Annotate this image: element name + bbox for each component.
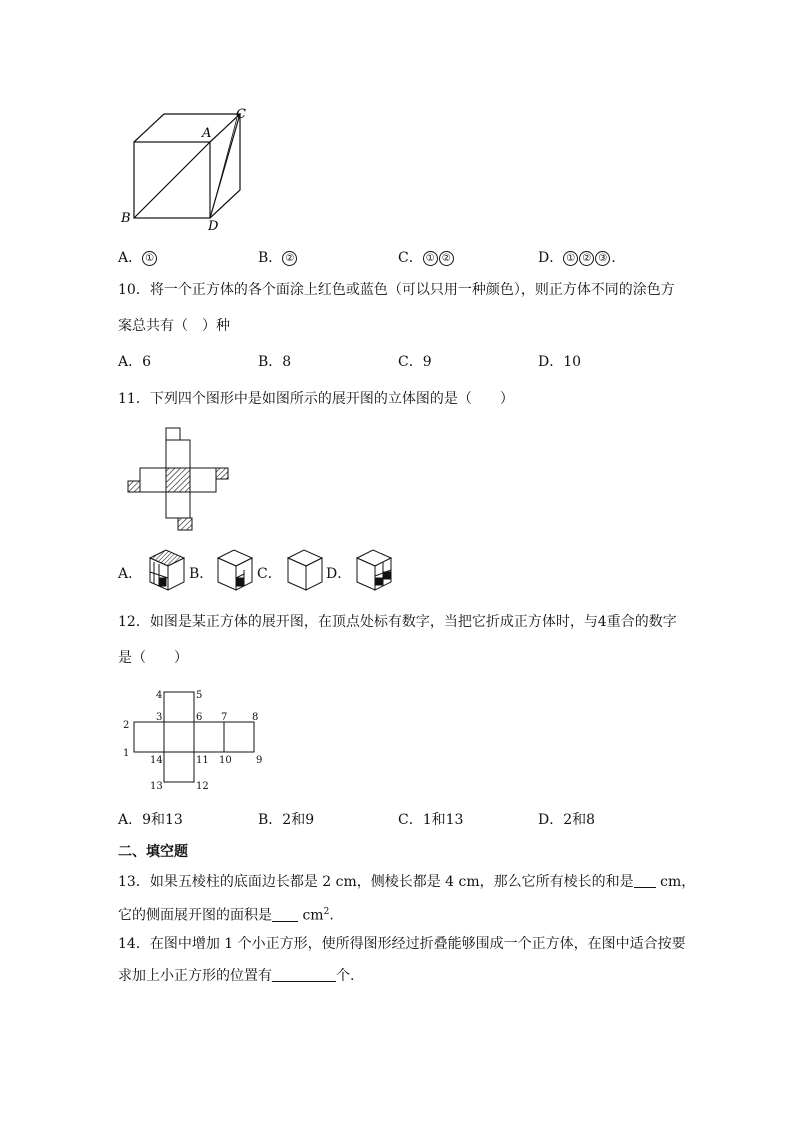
net-label-2: 2	[123, 720, 130, 731]
net-label-13: 13	[150, 781, 163, 792]
q14-line2	[118, 966, 354, 986]
q11-option-d-label: D．	[326, 566, 352, 582]
q9-option-d-circle-2: ②	[579, 251, 594, 266]
q12-text-line2: 是（ ）	[118, 650, 188, 666]
net-label-3: 3	[156, 712, 163, 723]
q10-text-line2: 案总共有（ ）种	[118, 318, 230, 334]
q12-net-figure	[118, 686, 268, 796]
q9-option-b	[258, 248, 298, 268]
q9-option-a	[118, 248, 158, 268]
q9-option-d-letter: D．	[538, 250, 564, 266]
q13-unit-superscript: 2	[323, 907, 330, 917]
q10-option-c: C．9	[398, 354, 432, 370]
q12-option-c: C．1和13	[398, 812, 464, 828]
net-label-12: 12	[196, 781, 209, 792]
net-label-9: 9	[256, 755, 263, 766]
q11-option-b-label: B．	[189, 566, 214, 582]
q14-line1: 14．在图中增加 1 个小正方形，使所得图形经过折叠能够围成一个正方体，在图中适合按要	[118, 936, 686, 952]
net-label-14: 14	[150, 755, 163, 766]
q11-option-c-cube	[284, 548, 326, 592]
q13-line2-text: 它的侧面展开图的面积是	[118, 907, 272, 924]
net-label-11: 11	[196, 755, 209, 766]
net-label-4: 4	[156, 690, 163, 701]
net-label-1: 1	[123, 748, 130, 759]
cube-figure	[118, 104, 258, 232]
q12-option-d: D．2和8	[538, 812, 596, 828]
q13-line1	[118, 872, 695, 892]
q13-line1-unit: cm，	[655, 874, 696, 890]
q12-text-line1: 12．如图是某正方体的展开图，在顶点处标有数字，当把它折成正方体时，与4重合的数字	[118, 614, 677, 630]
q10-option-b: B．8	[258, 354, 292, 370]
q9-option-c-circle-2: ②	[439, 251, 454, 266]
q9-option-a-letter: A．	[118, 250, 143, 266]
cube-label-b: B	[121, 211, 131, 226]
q13-line2-period: .	[329, 907, 334, 924]
cube-label-a: A	[202, 126, 212, 141]
q12-option-a: A．9和13	[118, 812, 183, 828]
q9-option-c-letter: C．	[398, 250, 423, 266]
q14-line2-text: 求加上小正方形的位置有	[118, 968, 272, 984]
q9-option-d-circle-3: ③	[595, 251, 610, 266]
net-label-6: 6	[196, 712, 203, 723]
q13-line2	[118, 902, 334, 926]
cube-label-c: C	[236, 107, 246, 122]
q12-option-b: B．2和9	[258, 812, 315, 828]
q11-option-c-label: C．	[257, 566, 282, 582]
q14-line2-suffix: 个.	[336, 968, 355, 984]
q9-option-d-suffix: .	[611, 250, 616, 266]
section-heading-fill-in: 二、填空题	[118, 844, 188, 860]
q11-option-a-label: A．	[118, 566, 143, 582]
q11-option-a-cube	[146, 548, 188, 592]
cube-label-d: D	[208, 219, 219, 232]
q13-line2-unit: cm	[298, 907, 324, 924]
q11-option-b-cube	[214, 548, 256, 592]
q9-option-b-circle-1: ②	[282, 251, 297, 266]
q13-blank-2[interactable]	[272, 907, 298, 922]
q10-option-d: D．10	[538, 354, 582, 370]
q10-option-a: A．6	[118, 354, 152, 370]
q9-option-a-circle-1: ①	[142, 251, 157, 266]
q11-net-figure	[126, 426, 232, 532]
net-label-5: 5	[196, 690, 203, 701]
q11-option-d-cube	[353, 548, 395, 592]
q14-blank[interactable]	[272, 967, 336, 982]
net-label-10: 10	[219, 755, 232, 766]
q9-option-d	[538, 248, 616, 268]
q9-option-c	[398, 248, 455, 268]
net-label-8: 8	[252, 712, 259, 723]
q11-text: 11．下列四个图形中是如图所示的展开图的立体图的是（ ）	[118, 391, 514, 407]
q13-line1-text: 13．如果五棱柱的底面边长都是 2 cm，侧棱长都是 4 cm，那么它所有棱长的和是	[118, 874, 634, 890]
q9-option-b-letter: B．	[258, 250, 283, 266]
q9-option-c-circle-1: ①	[423, 251, 438, 266]
net-label-7: 7	[221, 712, 228, 723]
q10-text-line1: 10．将一个正方体的各个面涂上红色或蓝色（可以只用一种颜色），则正方体不同的涂色方	[118, 282, 675, 298]
q13-blank-1[interactable]	[634, 873, 656, 888]
q9-option-d-circle-1: ①	[563, 251, 578, 266]
